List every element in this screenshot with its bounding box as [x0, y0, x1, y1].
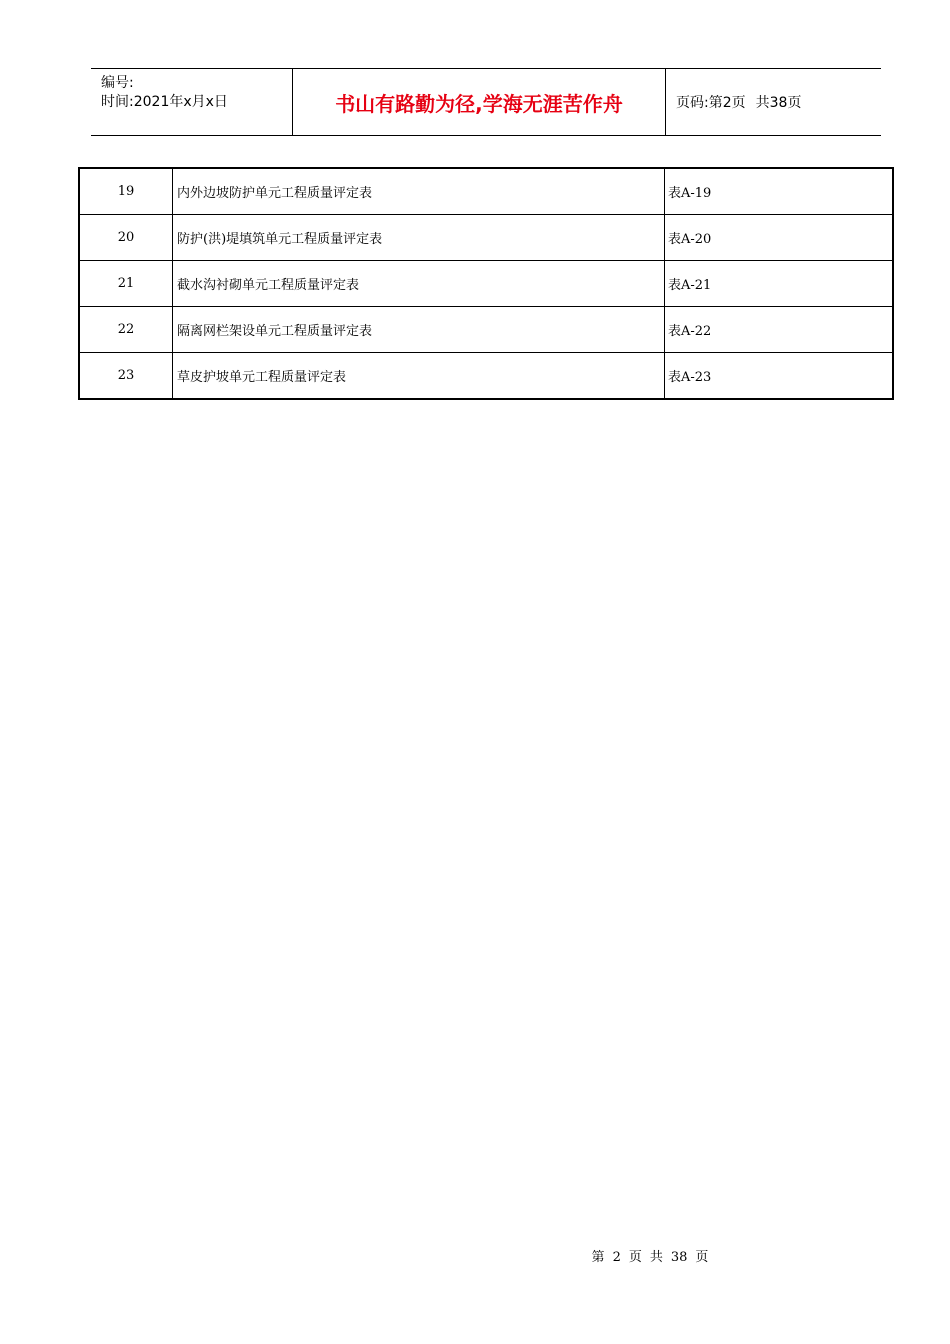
form-name: 内外边坡防护单元工程质量评定表	[173, 168, 665, 215]
form-code: 表A-19	[665, 168, 894, 215]
footer-ye: 页	[628, 1250, 642, 1265]
table-row	[79, 307, 893, 353]
total-label: 共38页	[755, 95, 802, 111]
row-number: 23	[79, 353, 173, 400]
page-label: 页码:第2页	[676, 95, 746, 111]
time-label: 时间:2021年x月x日	[101, 94, 228, 110]
table-row	[79, 215, 893, 261]
table-row	[79, 353, 893, 400]
row-number: 20	[79, 215, 173, 261]
page-footer	[0, 1246, 950, 1265]
form-name: 截水沟衬砌单元工程质量评定表	[173, 261, 665, 307]
footer-di: 第	[591, 1250, 605, 1265]
form-code: 表A-22	[665, 307, 894, 353]
header-page-info	[666, 69, 881, 135]
footer-page-number: 2	[612, 1250, 621, 1265]
footer-total-pages: 38	[670, 1250, 688, 1265]
number-label: 编号:	[101, 75, 134, 91]
form-code: 表A-21	[665, 261, 894, 307]
header-motto: 书山有路勤为径,学海无涯苦作舟	[293, 69, 666, 135]
form-name: 隔离网栏架设单元工程质量评定表	[173, 307, 665, 353]
row-number: 21	[79, 261, 173, 307]
form-name: 防护(洪)堤填筑单元工程质量评定表	[173, 215, 665, 261]
table-row	[79, 168, 893, 215]
form-code: 表A-20	[665, 215, 894, 261]
footer-gong: 共	[649, 1250, 663, 1265]
table-row	[79, 261, 893, 307]
row-number: 19	[79, 168, 173, 215]
row-number: 22	[79, 307, 173, 353]
footer-ye-end: 页	[695, 1250, 709, 1265]
page-header	[91, 68, 881, 136]
form-list-table	[78, 167, 894, 400]
form-code: 表A-23	[665, 353, 894, 400]
header-meta	[91, 69, 293, 135]
form-name: 草皮护坡单元工程质量评定表	[173, 353, 665, 400]
